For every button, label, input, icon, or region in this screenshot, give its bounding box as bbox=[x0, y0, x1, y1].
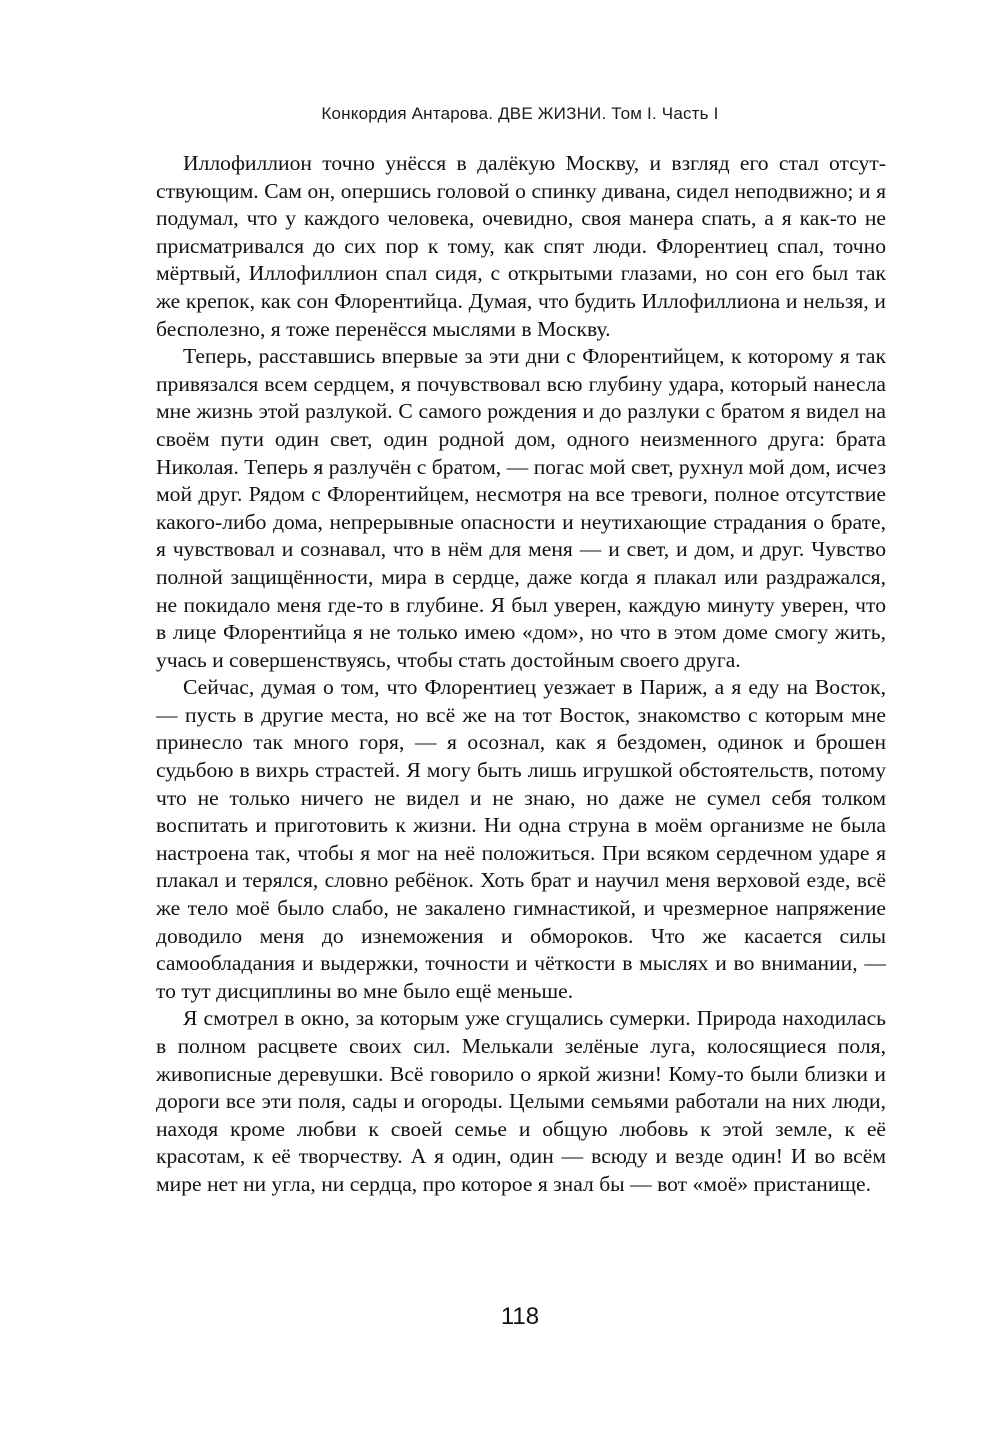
paragraph-3: Сейчас, думая о том, что Флорентиец уезжает в Париж, а я еду на Восток, — пусть в другие места, но всё же на тот Восток, знакомство с которым мне принесло так много горя, — я осознал, как я бездомен, одинок и брошен судьбою в вихрь страстей. Я могу быть лишь игрушкой обстоятельств, потому что не только ничего не видел и не знаю, но даже не сумел себя толком воспитать и приготовить к жизни. Ни одна струна в моём организме не была настроена так, чтобы я мог на неё положиться. При всяком сердечном ударе я плакал и терялся, словно ребёнок. Хоть брат и научил меня верховой езде, всё же тело моё было слабо, не закалено гимнастикой, и чрезмерное напряжение доводило меня до изнеможения и обмороков. Что же касается силы самообладания и выдержки, точности и чёткости в мыслях и во внимании, — то тут дисциплины во мне было ещё меньше. bbox=[156, 675, 886, 1003]
paragraph-4: Я смотрел в окно, за которым уже сгущались сумерки. Природа находилась в полном расцвете своих сил. Мелькали зелёные луга, колосящиеся поля, живописные деревушки. Всё говорило о яркой жизни! Кому-то были близки и дороги все эти поля, сады и огороды. Целыми семьями работали на них люди, находя кроме любви к своей семье и общую любовь к этой земле, к её красотам, к её творчеству. А я один, один — всюду и везде один! И во всём мире нет ни угла, ни сердца, про которое я знал бы — вот «моё» пристанище. bbox=[156, 1006, 886, 1196]
paragraph-1: Иллофиллион точно унёсся в далёкую Москву, и взгляд его стал отсутствующим. Сам он, опершись головой о спинку дивана, сидел неподвижно; и я подумал, что у каждого человека, очевидно, своя манера спать, а я как-то не присматривался до сих пор к тому, как спят люди. Флорентиец спал, точно мёртвый, Иллофиллион спал сидя, с открытыми глазами, но сон его был так же крепок, как сон Флорентийца. Думая, что будить Иллофиллиона и нельзя, и бесполезно, я тоже перенёсся мыслями в Москву. bbox=[156, 151, 886, 341]
page-number: 118 bbox=[500, 1303, 540, 1330]
paragraph-2: Теперь, расставшись впервые за эти дни с Флорентийцем, к которому я так привязался всем сердцем, я почувствовал всю глубину удара, который нанесла мне жизнь этой разлукой. С самого рождения и до разлуки с братом я видел на своём пути один свет, один родной дом, одного неизменного друга: брата Николая. Теперь я разлучён с братом, — погас мой свет, рухнул мой дом, исчез мой друг. Рядом с Флорентийцем, несмотря на все тревоги, полное отсутствие какого-либо дома, непрерывные опасности и неутихающие страдания о брате, я чувствовал и сознавал, что в нём для меня — и свет, и дом, и друг. Чувство полной защищённости, мира в сердце, даже когда я плакал или раздражался, не покидало меня где-то в глубине. Я был уверен, каждую минуту уверен, что в лице Флорентийца я не только имею «дом», но что в этом доме смогу жить, учась и совершенствуясь, чтобы стать достойным своего друга. bbox=[156, 344, 886, 672]
running-head: Конкордия Антарова. ДВЕ ЖИЗНИ. Том I. Часть I bbox=[321, 104, 719, 123]
body-text bbox=[156, 150, 886, 1199]
